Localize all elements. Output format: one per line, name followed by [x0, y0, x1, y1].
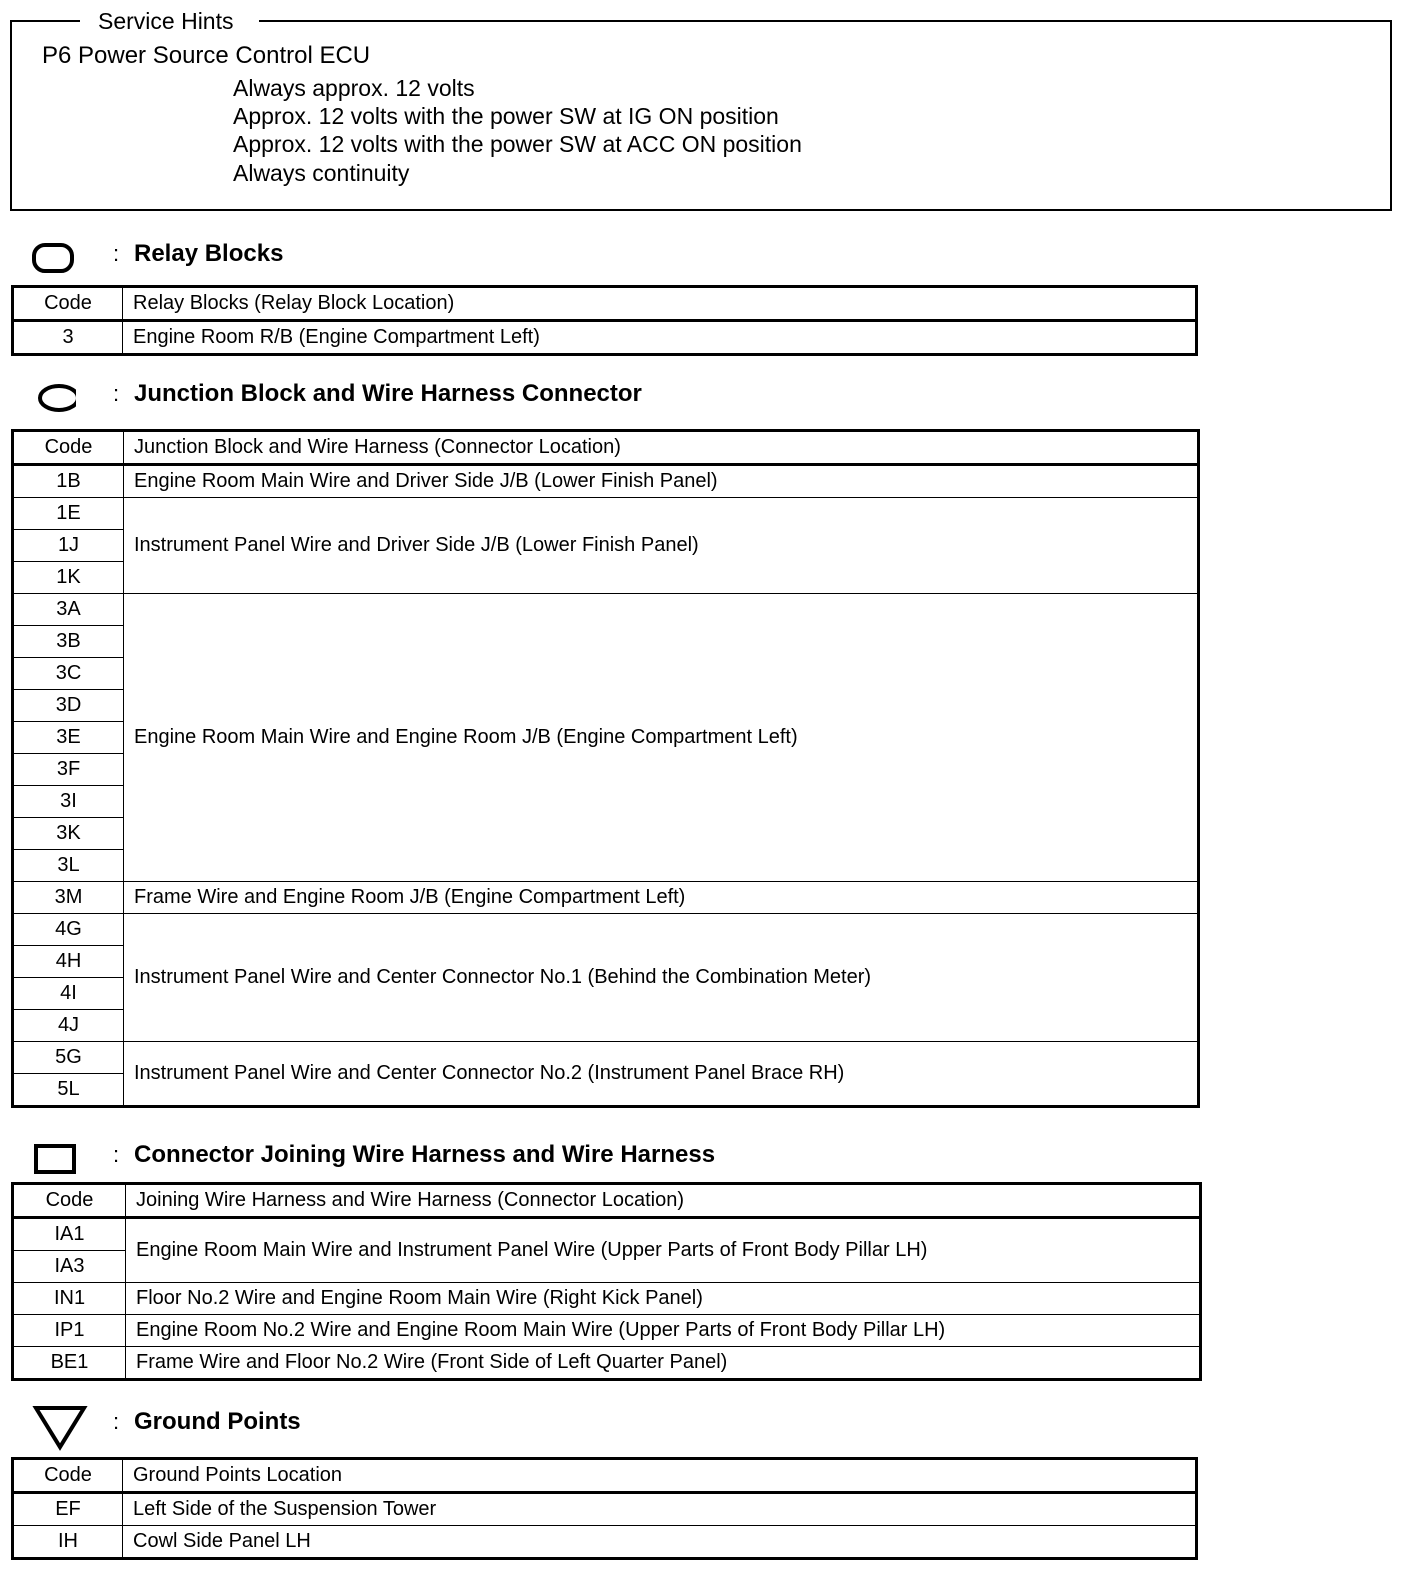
location-cell: Engine Room Main Wire and Engine Room J/B (Engine Compartment Left) [124, 594, 1199, 882]
oval-icon [30, 381, 76, 415]
location-cell: Floor No.2 Wire and Engine Room Main Wire (Right Kick Panel) [126, 1283, 1201, 1315]
code-column-header: Code [13, 1459, 123, 1493]
location-cell: Instrument Panel Wire and Center Connector No.1 (Behind the Combination Meter) [124, 914, 1199, 1042]
service-hints-legend: Service Hints [80, 7, 259, 35]
code-cell: EF [13, 1493, 123, 1526]
table-row [13, 1315, 1201, 1347]
connector-table [11, 1182, 1202, 1381]
code-cell: 3I [13, 786, 124, 818]
table-row [13, 498, 1199, 530]
code-cell: IN1 [13, 1283, 126, 1315]
location-column-header: Junction Block and Wire Harness (Connector Location) [124, 431, 1199, 465]
heading-colon: : [113, 381, 120, 406]
code-cell: 3K [13, 818, 124, 850]
relay-blocks-table [11, 285, 1198, 356]
table-header-row [13, 1459, 1197, 1493]
hint-description: Always approx. 12 volts [233, 75, 475, 101]
hint-description: Always continuity [233, 160, 410, 186]
code-cell: 4G [13, 914, 124, 946]
location-cell: Engine Room Main Wire and Driver Side J/B (Lower Finish Panel) [124, 465, 1199, 498]
ground-points-table [11, 1457, 1198, 1560]
code-cell: IP1 [13, 1315, 126, 1347]
table-header-row [13, 1184, 1201, 1218]
code-column-header: Code [13, 287, 123, 321]
code-cell: 5L [13, 1074, 124, 1107]
rectangle-icon [30, 1141, 76, 1175]
section-title: Junction Block and Wire Harness Connector [134, 380, 642, 407]
code-cell: 3 [13, 321, 123, 355]
code-cell: 3M [13, 882, 124, 914]
code-cell: 1E [13, 498, 124, 530]
location-column-header: Joining Wire Harness and Wire Harness (Connector Location) [126, 1184, 1201, 1218]
location-cell: Engine Room Main Wire and Instrument Panel Wire (Upper Parts of Front Body Pillar LH) [126, 1218, 1201, 1283]
code-cell: 1B [13, 465, 124, 498]
table-row [13, 465, 1199, 498]
code-column-header: Code [13, 431, 124, 465]
location-cell: Instrument Panel Wire and Driver Side J/B (Lower Finish Panel) [124, 498, 1199, 594]
hint-description: Approx. 12 volts with the power SW at ACC ON position [233, 131, 802, 157]
heading-colon: : [113, 1409, 120, 1434]
code-cell: 3B [13, 626, 124, 658]
component-title: P6 Power Source Control ECU [42, 42, 371, 69]
table-row [13, 1283, 1201, 1315]
table-row [13, 1493, 1197, 1526]
location-cell: Frame Wire and Floor No.2 Wire (Front Side of Left Quarter Panel) [126, 1347, 1201, 1380]
code-cell: IA3 [13, 1251, 126, 1283]
table-row [13, 1218, 1201, 1251]
code-cell: 4J [13, 1010, 124, 1042]
table-row [13, 914, 1199, 946]
down-triangle-icon [30, 1403, 90, 1453]
heading-colon: : [113, 1142, 120, 1167]
section-title: Relay Blocks [134, 240, 284, 267]
code-column-header: Code [13, 1184, 126, 1218]
location-column-header: Ground Points Location [123, 1459, 1197, 1493]
location-cell: Engine Room R/B (Engine Compartment Left) [123, 321, 1197, 355]
code-cell: 3D [13, 690, 124, 722]
table-row [13, 1042, 1199, 1074]
rounded-rectangle-icon [30, 241, 76, 275]
location-column-header: Relay Blocks (Relay Block Location) [123, 287, 1197, 321]
section-title: Ground Points [134, 1408, 301, 1435]
code-cell: 4H [13, 946, 124, 978]
table-header-row [13, 287, 1197, 321]
code-cell: IA1 [13, 1218, 126, 1251]
code-cell: 3C [13, 658, 124, 690]
code-cell: 3L [13, 850, 124, 882]
table-row [13, 1526, 1197, 1559]
location-cell: Left Side of the Suspension Tower [123, 1493, 1197, 1526]
code-cell: IH [13, 1526, 123, 1559]
hint-description: Approx. 12 volts with the power SW at IG ON position [233, 103, 779, 129]
code-cell: 3F [13, 754, 124, 786]
code-cell: 1J [13, 530, 124, 562]
service-hints-box [10, 8, 1392, 211]
code-cell: 3A [13, 594, 124, 626]
section-title: Connector Joining Wire Harness and Wire Harness [134, 1141, 716, 1168]
location-cell: Frame Wire and Engine Room J/B (Engine Compartment Left) [124, 882, 1199, 914]
location-cell: Cowl Side Panel LH [123, 1526, 1197, 1559]
code-cell: BE1 [13, 1347, 126, 1380]
heading-colon: : [113, 241, 120, 266]
code-cell: 3E [13, 722, 124, 754]
code-cell: 4I [13, 978, 124, 1010]
junction-block-table [11, 429, 1200, 1108]
table-row [13, 321, 1197, 355]
table-header-row [13, 431, 1199, 465]
table-row [13, 1347, 1201, 1380]
code-cell: 5G [13, 1042, 124, 1074]
code-cell: 1K [13, 562, 124, 594]
location-cell: Instrument Panel Wire and Center Connector No.2 (Instrument Panel Brace RH) [124, 1042, 1199, 1107]
table-row [13, 594, 1199, 626]
location-cell: Engine Room No.2 Wire and Engine Room Main Wire (Upper Parts of Front Body Pillar LH) [126, 1315, 1201, 1347]
table-row [13, 882, 1199, 914]
